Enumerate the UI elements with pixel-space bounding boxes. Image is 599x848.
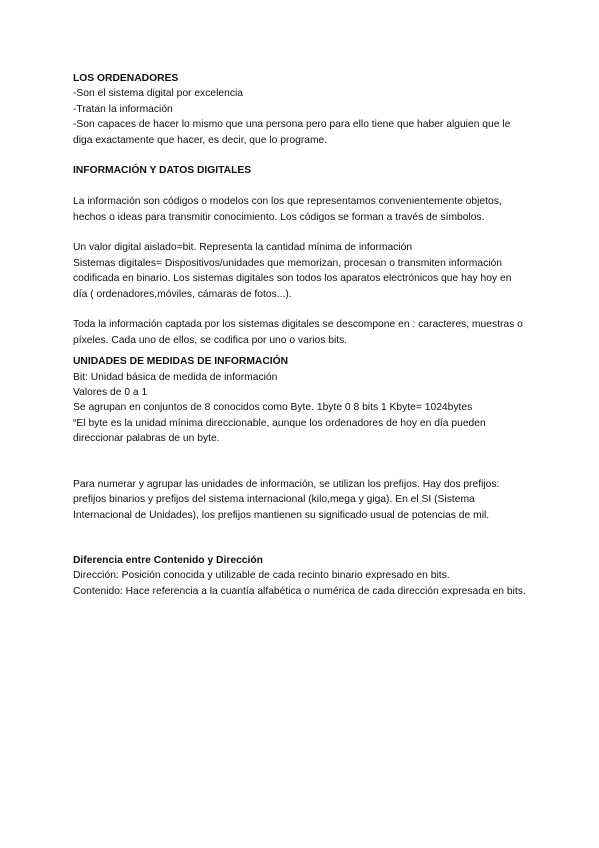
ordenadores-line-1: -Son el sistema digital por excelencia xyxy=(73,88,243,100)
unidades-line-2: Valores de 0 a 1 xyxy=(73,387,148,399)
unidades-line-4: “El byte es la unidad mínima direccionable, aunque los ordenadores de hoy en día pueden direccionar palabras de un byte. xyxy=(73,417,486,445)
informacion-paragraph-1: La información son códigos o modelos con los que representamos convenientemente objetos, hechos o ideas para transmitir conocimiento. Los códigos se forman a través de símbolos. xyxy=(73,196,502,223)
unidades-line-3: Se agrupan en conjuntos de 8 conocidos como Byte. 1byte 0 8 bits 1 Kbyte= 1024bytes xyxy=(73,402,473,414)
heading-ordenadores: LOS ORDENADORES xyxy=(73,73,179,84)
heading-diferencia: Diferencia entre Contenido y Dirección xyxy=(73,554,263,566)
heading-unidades: UNIDADES DE MEDIDAS DE INFORMACIÓN xyxy=(73,356,289,368)
heading-informacion: INFORMACIÓN Y DATOS DIGITALES xyxy=(73,165,252,177)
unidades-line-1: Bit: Unidad básica de medida de información xyxy=(73,371,278,383)
unidades-paragraph-prefijos: Para numerar y agrupar las unidades de información, se utilizan los prefijos. Hay dos prefijos: prefijos binarios y prefijos del sistema internacional (kilo,mega y giga). En el SI (Sistema Internacional de Unidades), los prefijos mantienen su significado usual de potencias de mil. xyxy=(73,478,500,521)
informacion-paragraph-3: Sistemas digitales= Dispositivos/unidades que memorizan, procesan o transmiten información codificada en binario. Los sistemas digitales son todos los aparatos electrónicos que hay hoy en día ( ordenadores,móviles, cámaras de fotos...). xyxy=(73,257,512,300)
informacion-paragraph-2: Un valor digital aislado=bit. Representa la cantidad mínima de información xyxy=(73,242,413,254)
ordenadores-line-2: -Tratan la información xyxy=(73,103,173,115)
ordenadores-line-3: -Son capaces de hacer lo mismo que una persona pero para ello tiene que haber alguien que le diga exactamente que hacer, es decir, que lo programe. xyxy=(73,119,511,146)
document-content xyxy=(73,71,528,599)
diferencia-line-direccion: Dirección: Posición conocida y utilizable de cada recinto binario expresado en bits. xyxy=(73,570,450,582)
diferencia-line-contenido: Contenido: Hace referencia a la cuantía alfabética o numérica de cada dirección expresada en bits. xyxy=(73,585,526,597)
informacion-paragraph-4: Toda la información captada por los sistemas digitales se descompone en : caracteres, muestras o píxeles. Cada uno de ellos, se codifica por uno o varios bits. xyxy=(73,319,523,346)
